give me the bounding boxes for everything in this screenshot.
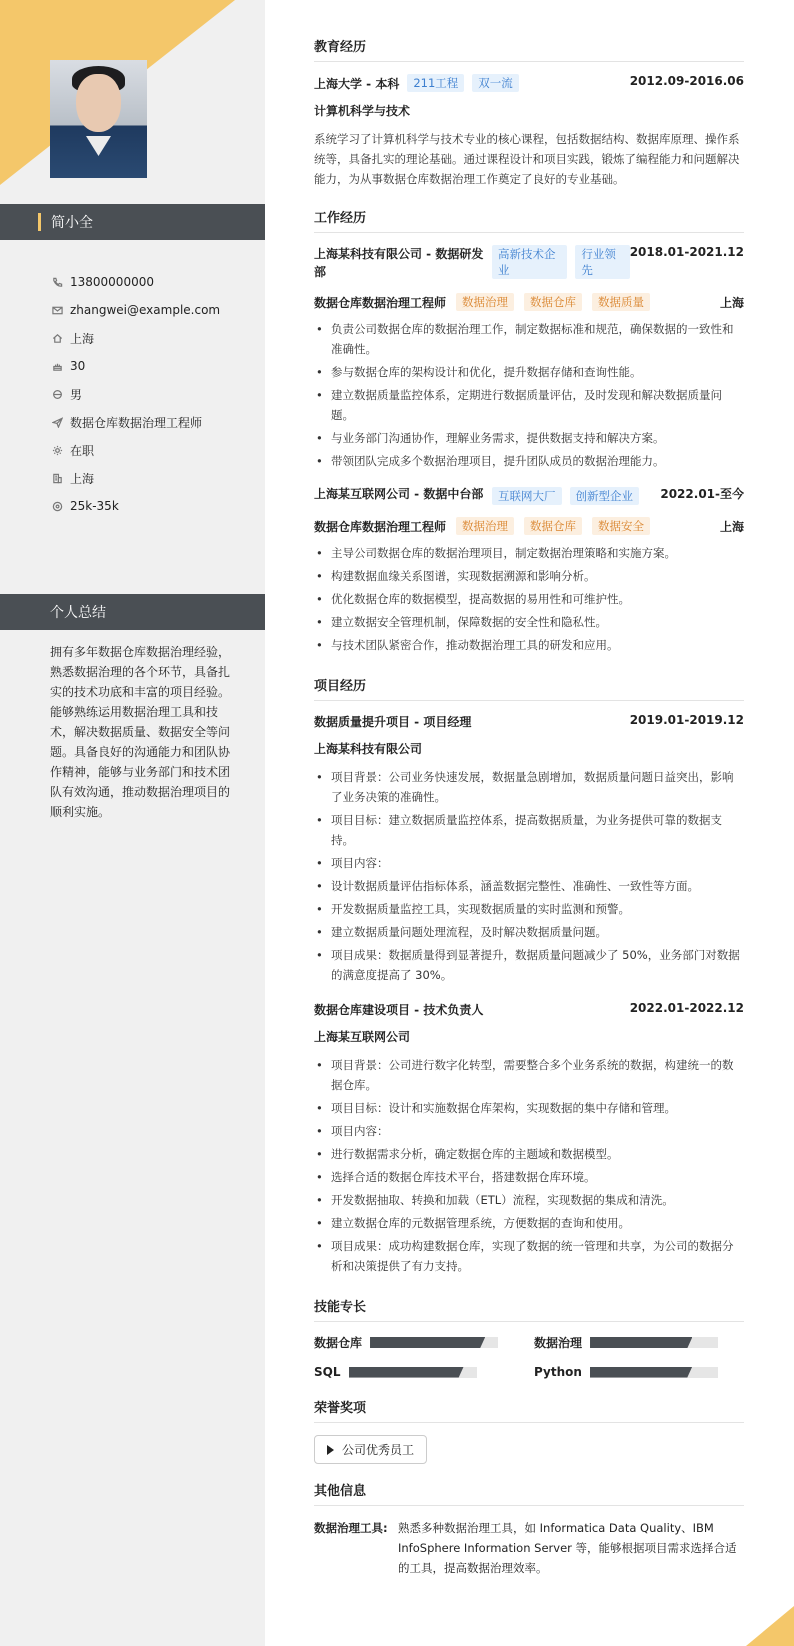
building-icon: [50, 471, 64, 485]
list-item: • 建立数据质量问题处理流程，及时解决数据质量问题。: [314, 922, 744, 942]
sidebar: [0, 0, 265, 1646]
skill-bar: [590, 1367, 718, 1378]
play-icon: [327, 1445, 334, 1455]
info-city-value: 上海: [70, 471, 95, 486]
education-tag: 双一流: [472, 74, 519, 92]
profile-name: 简小全: [51, 215, 93, 231]
list-item: • 优化数据仓库的数据模型，提高数据的易用性和可维护性。: [314, 589, 744, 609]
mail-icon: [50, 303, 64, 317]
education-title: 教育经历: [314, 36, 744, 62]
avatar: [50, 60, 147, 178]
list-item: • 开发数据质量监控工具，实现数据质量的实时监测和预警。: [314, 899, 744, 919]
education-tag: 211工程: [407, 74, 464, 92]
phone-icon: [50, 275, 64, 289]
project-company: 上海某科技有限公司: [314, 742, 423, 756]
project-name: 数据仓库建设项目 - 技术负责人: [314, 1003, 484, 1017]
job-skill-tag: 数据仓库: [524, 293, 582, 311]
info-status: [50, 436, 220, 464]
list-item: • 建立数据质量监控体系，定期进行数据质量评估，及时发现和解决数据质量问题。: [314, 385, 744, 425]
skill-bar-fill: [370, 1337, 485, 1348]
education-desc: 系统学习了计算机科学与技术专业的核心课程，包括数据结构、数据库原理、操作系统等，具备扎实的理论基础。通过课程设计和项目实践，锻炼了编程能力和问题解决能力，为从事数据仓库数据治理工作奠定了良好的专业基础。: [314, 132, 740, 186]
job-tag: 高新技术企业: [492, 245, 567, 279]
list-item: • 项目成果：成功构建数据仓库，实现了数据的统一管理和共享，为公司的数据分析和决策提供了有力支持。: [314, 1236, 744, 1276]
contact-info-list: [50, 268, 220, 520]
job-date: 2018.01-2021.12: [629, 245, 744, 259]
list-item: • 项目内容：: [314, 1121, 744, 1141]
skill-bar-fill: [590, 1337, 692, 1348]
job-city: 上海: [719, 295, 744, 310]
name-bar: [0, 204, 265, 240]
education-date: 2012.09-2016.06: [629, 74, 744, 88]
job-tag: 互联网大厂: [492, 487, 562, 505]
project-date: 2022.01-2022.12: [629, 1001, 744, 1015]
list-item: • 项目目标：建立数据质量监控体系，提高数据质量，为业务提供可靠的数据支持。: [314, 810, 744, 850]
project-name: 数据质量提升项目 - 项目经理: [314, 715, 472, 729]
job-role: 数据仓库数据治理工程师: [314, 295, 447, 310]
list-item: • 进行数据需求分析，确定数据仓库的主题域和数据模型。: [314, 1144, 744, 1164]
main-content: [314, 36, 744, 1592]
skill-item: [534, 1334, 744, 1351]
project-date: 2019.01-2019.12: [629, 713, 744, 727]
other-label: 数据治理工具:: [314, 1521, 388, 1535]
list-item: • 设计数据质量评估指标体系，涵盖数据完整性、准确性、一致性等方面。: [314, 876, 744, 896]
education-school: 上海大学 - 本科: [314, 76, 400, 91]
job-company: 上海某互联网公司 - 数据中台部: [314, 487, 484, 501]
list-item: • 主导公司数据仓库的数据治理项目，制定数据治理策略和实施方案。: [314, 543, 744, 563]
job-item: [314, 245, 744, 471]
skill-bar-fill: [590, 1367, 692, 1378]
name-accent: [38, 213, 41, 231]
work-title: 工作经历: [314, 207, 744, 233]
info-email-value: zhangwei@example.com: [70, 303, 221, 317]
job-date: 2022.01-至今: [660, 487, 744, 501]
send-icon: [50, 415, 64, 429]
work-section: [314, 207, 744, 655]
job-city: 上海: [719, 519, 744, 534]
info-salary: [50, 492, 220, 520]
job-role: 数据仓库数据治理工程师: [314, 519, 447, 534]
list-item: • 项目成果：数据质量得到显著提升，数据质量问题减少了 50%，业务部门对数据的满意度提高了 30%。: [314, 945, 744, 985]
list-item: • 项目内容：: [314, 853, 744, 873]
project-company: 上海某互联网公司: [314, 1030, 411, 1044]
list-item: • 开发数据抽取、转换和加载（ETL）流程，实现数据的集成和清洗。: [314, 1190, 744, 1210]
coin-icon: [50, 499, 64, 513]
job-item: [314, 485, 744, 655]
list-item: • 项目目标：设计和实施数据仓库架构，实现数据的集中存储和管理。: [314, 1098, 744, 1118]
gender-icon: [50, 387, 64, 401]
education-major: 计算机科学与技术: [314, 104, 411, 118]
job-skill-tag: 数据安全: [592, 517, 650, 535]
summary-text: 拥有多年数据仓库数据治理经验，熟悉数据治理的各个环节，具备扎实的技术功底和丰富的项目经验。能够熟练运用数据治理工具和技术，解决数据质量、数据安全等问题。具备良好的沟通能力和团队协作精神，能够与业务部门和技术团队有效沟通，推动数据治理项目的顺利实施。: [50, 645, 231, 819]
info-phone: [50, 268, 220, 296]
home-icon: [50, 331, 64, 345]
info-position-value: 数据仓库数据治理工程师: [70, 415, 203, 430]
skill-bar: [370, 1337, 498, 1348]
skill-item: [314, 1334, 534, 1351]
skill-item: [314, 1365, 534, 1379]
job-tag: 创新型企业: [570, 487, 640, 505]
other-text: 熟悉多种数据治理工具，如 Informatica Data Quality、IBM InfoSphere Information Server 等，能够根据项目需求选择合适的工具，提高数据治理效率。: [398, 1521, 737, 1575]
skill-name: 数据仓库: [314, 1336, 363, 1350]
list-item: • 参与数据仓库的架构设计和优化，提升数据存储和查询性能。: [314, 362, 744, 382]
project-details: [314, 767, 744, 985]
skills-section: [314, 1296, 744, 1379]
list-item: • 项目背景：公司进行数字化转型，需要整合多个业务系统的数据，构建统一的数据仓库。: [314, 1055, 744, 1095]
list-item: • 与业务部门沟通协作，理解业务需求，提供数据支持和解决方案。: [314, 428, 744, 448]
info-city: [50, 464, 220, 492]
info-email: [50, 296, 220, 324]
list-item: • 与技术团队紧密合作，推动数据治理工具的研发和应用。: [314, 635, 744, 655]
projects-title: 项目经历: [314, 675, 744, 701]
info-phone-value: 13800000000: [70, 275, 154, 289]
skills-grid: [314, 1334, 744, 1379]
skill-bar-fill: [349, 1367, 464, 1378]
cake-icon: [50, 359, 64, 373]
list-item: • 选择合适的数据仓库技术平台，搭建数据仓库环境。: [314, 1167, 744, 1187]
skills-title: 技能专长: [314, 1296, 744, 1322]
other-title: 其他信息: [314, 1480, 744, 1506]
other-section: [314, 1480, 744, 1578]
project-item: [314, 1001, 744, 1276]
list-item: • 负责公司数据仓库的数据治理工作，制定数据标准和规范，确保数据的一致性和准确性。: [314, 319, 744, 359]
info-salary-value: 25k-35k: [70, 499, 119, 513]
skill-item: [534, 1365, 744, 1379]
job-company: 上海某科技有限公司 - 数据研发部: [314, 247, 484, 279]
awards-title: 荣誉奖项: [314, 1397, 744, 1423]
award-name: 公司优秀员工: [342, 1443, 415, 1457]
job-skill-tag: 数据治理: [456, 293, 514, 311]
job-skill-tag: 数据治理: [456, 517, 514, 535]
info-gender: [50, 380, 220, 408]
info-status-value: 在职: [70, 443, 95, 458]
job-tag: 行业领先: [575, 245, 629, 279]
info-location: [50, 324, 220, 352]
projects-section: [314, 675, 744, 1276]
skill-name: Python: [534, 1365, 582, 1379]
skill-bar: [349, 1367, 477, 1378]
list-item: • 建立数据安全管理机制，保障数据的安全性和隐私性。: [314, 612, 744, 632]
skill-name: SQL: [314, 1365, 341, 1379]
list-item: • 项目背景：公司业务快速发展，数据量急剧增加，数据质量问题日益突出，影响了业务决策的准确性。: [314, 767, 744, 807]
gear-icon: [50, 443, 64, 457]
info-gender-value: 男: [70, 387, 83, 402]
education-section: [314, 36, 744, 189]
skill-name: 数据治理: [534, 1336, 583, 1350]
list-item: • 带领团队完成多个数据治理项目，提升团队成员的数据治理能力。: [314, 451, 744, 471]
skill-bar: [590, 1337, 718, 1348]
info-age-value: 30: [70, 359, 86, 373]
corner-decoration: [746, 1606, 794, 1646]
list-item: • 建立数据仓库的元数据管理系统，方便数据的查询和使用。: [314, 1213, 744, 1233]
info-age: [50, 352, 220, 380]
summary-title: 个人总结: [0, 594, 265, 630]
award-badge: [314, 1435, 427, 1464]
job-duties: [314, 543, 744, 655]
project-item: [314, 713, 744, 985]
job-skill-tag: 数据仓库: [524, 517, 582, 535]
job-skill-tag: 数据质量: [592, 293, 650, 311]
info-position: [50, 408, 220, 436]
awards-section: [314, 1397, 744, 1464]
list-item: • 构建数据血缘关系图谱，实现数据溯源和影响分析。: [314, 566, 744, 586]
info-location-value: 上海: [70, 331, 95, 346]
job-duties: [314, 319, 744, 471]
project-details: [314, 1055, 744, 1276]
